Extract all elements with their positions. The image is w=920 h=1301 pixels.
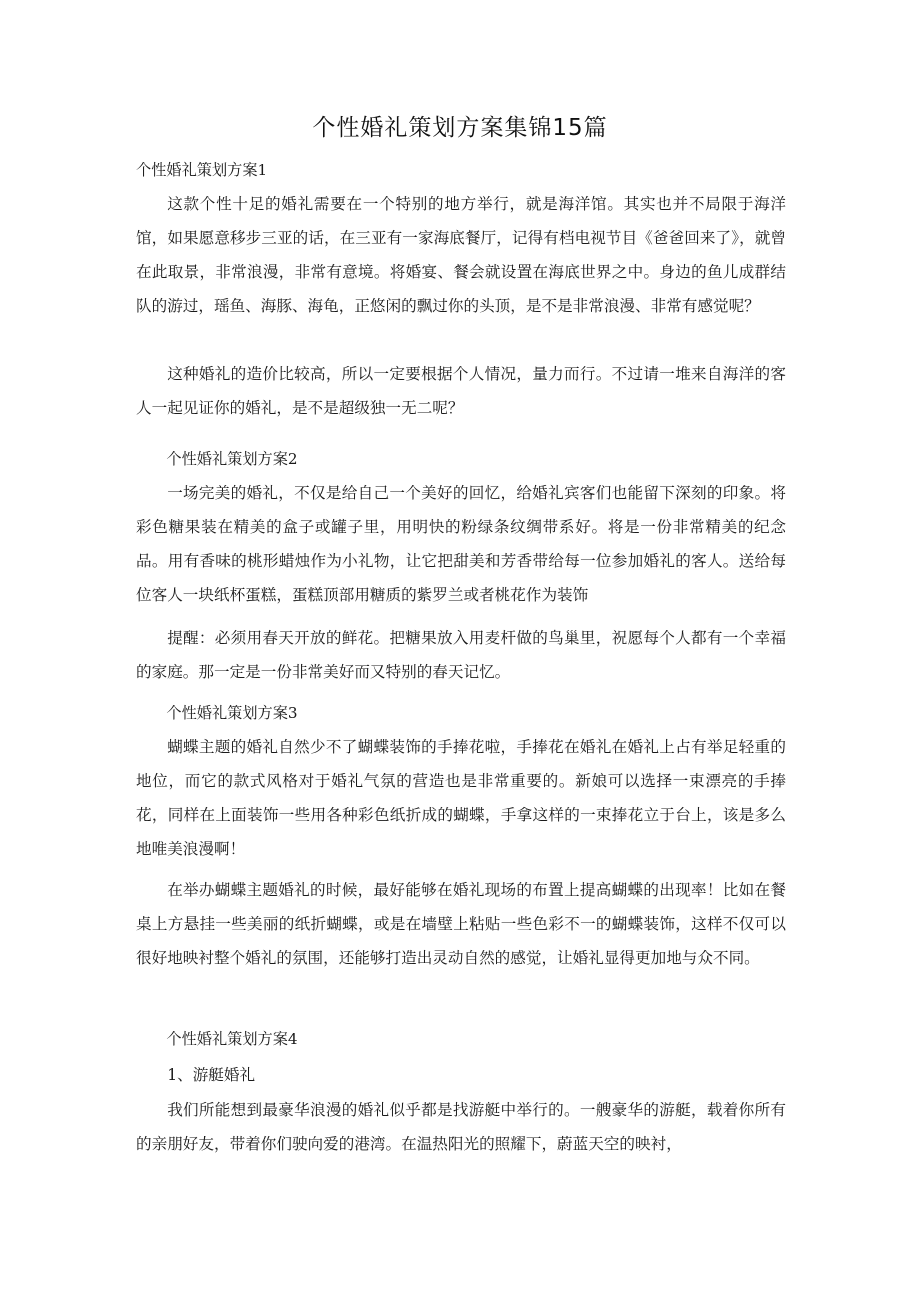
paragraph: 在举办蝴蝶主题婚礼的时候，最好能够在婚礼现场的布置上提高蝴蝶的出现率！比如在餐桌上方悬挂一些美丽的纸折蝴蝶，或是在墙壁上粘贴一些色彩不一的蝴蝶装饰，这样不仅可以很好地映衬整个婚礼的氛围，还能够打造出灵动自然的感觉，让婚礼显得更加地与众不同。 bbox=[136, 881, 786, 967]
section-heading: 个性婚礼策划方案4 bbox=[166, 1030, 298, 1048]
section-heading: 个性婚礼策划方案1 bbox=[136, 161, 268, 179]
paragraph: 我们所能想到最豪华浪漫的婚礼似乎都是找游艇中举行的。一艘豪华的游艇，载着你所有的亲朋好友，带着你们驶向爱的港湾。在温热阳光的照耀下，蔚蓝天空的映衬， bbox=[136, 1101, 786, 1153]
paragraph: 这款个性十足的婚礼需要在一个特别的地方举行，就是海洋馆。其实也并不局限于海洋馆，如果愿意移步三亚的话，在三亚有一家海底餐厅，记得有档电视节目《爸爸回来了》，就曾在此取景，非常浪漫，非常有意境。将婚宴、餐会就设置在海底世界之中。身边的鱼儿成群结队的游过，瑶鱼、海豚、海龟，正悠闲的飘过你的头顶，是不是非常浪漫、非常有感觉呢？ bbox=[136, 195, 786, 315]
list-item: 1、游艇婚礼 bbox=[167, 1066, 256, 1084]
paragraph: 一场完美的婚礼，不仅是给自己一个美好的回忆，给婚礼宾客们也能留下深刻的印象。将彩色糖果装在精美的盒子或罐子里，用明快的粉绿条纹绸带系好。将是一份非常精美的纪念品。用有香味的桃形蜡烛作为小礼物，让它把甜美和芳香带给每一位参加婚礼的客人。送给每位客人一块纸杯蛋糕，蛋糕顶部用糖质的紫罗兰或者桃花作为装饰 bbox=[136, 484, 786, 604]
paragraph: 这种婚礼的造价比较高，所以一定要根据个人情况，量力而行。不过请一堆来自海洋的客人一起见证你的婚礼，是不是超级独一无二呢？ bbox=[136, 365, 786, 417]
paragraph: 蝴蝶主题的婚礼自然少不了蝴蝶装饰的手捧花啦，手捧花在婚礼在婚礼上占有举足轻重的地位，而它的款式风格对于婚礼气氛的营造也是非常重要的。新娘可以选择一束漂亮的手捧花，同样在上面装饰一些用各种彩色纸折成的蝴蝶，手拿这样的一束捧花立于台上，该是多么地唯美浪漫啊！ bbox=[136, 738, 786, 858]
document-title: 个性婚礼策划方案集锦15篇 bbox=[312, 115, 608, 141]
section-heading: 个性婚礼策划方案2 bbox=[166, 450, 298, 468]
section-heading: 个性婚礼策划方案3 bbox=[166, 704, 298, 722]
paragraph: 提醒：必须用春天开放的鲜花。把糖果放入用麦杆做的鸟巢里，祝愿每个人都有一个幸福的家庭。那一定是一份非常美好而又特别的春天记忆。 bbox=[136, 629, 786, 681]
